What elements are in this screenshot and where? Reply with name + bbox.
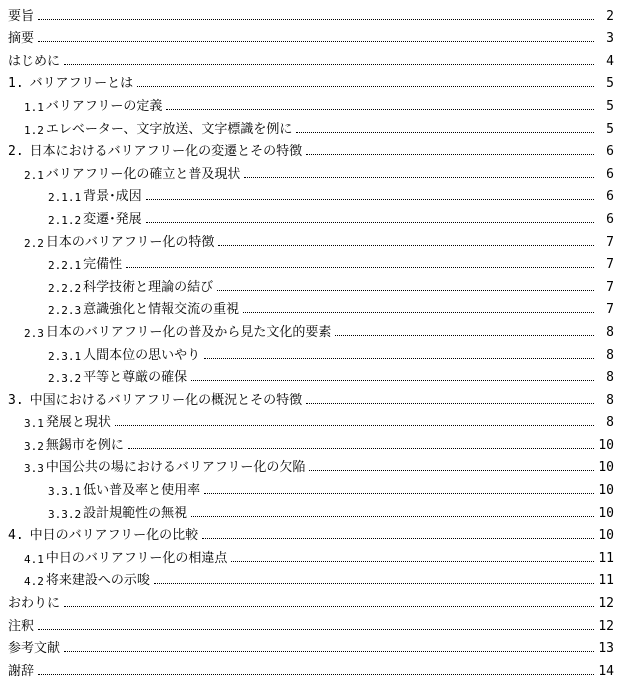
toc-entry[interactable]	[8, 452, 614, 475]
toc-entry-page-number: 7	[606, 279, 614, 295]
toc-entry-page-number: 7	[606, 234, 614, 250]
toc-entry-title: バリアフリーとは	[29, 76, 134, 92]
toc-entry[interactable]	[8, 158, 614, 181]
toc-entry-page-number: 10	[598, 505, 614, 521]
toc-entry-title: 設計規範性の無視	[83, 505, 188, 521]
dot-leader	[38, 41, 594, 42]
toc-entry[interactable]	[8, 249, 614, 272]
toc-entry-title: 摘要	[8, 31, 35, 47]
toc-entry-number: 2.2.2	[48, 281, 82, 295]
toc-entry[interactable]	[8, 384, 614, 407]
toc-entry-page-number: 5	[606, 121, 614, 137]
toc-entry-page-number: 6	[606, 211, 614, 227]
toc-entry-page-number: 8	[606, 370, 614, 386]
toc-entry[interactable]	[8, 0, 614, 23]
dot-leader	[218, 245, 594, 246]
toc-entry-page-number: 10	[598, 483, 614, 499]
toc-entry[interactable]	[8, 181, 614, 204]
toc-entry-title: 人間本位の思いやり	[83, 347, 201, 363]
dot-leader	[38, 674, 594, 675]
toc-entry[interactable]	[8, 497, 614, 520]
toc-entry-page-number: 2	[606, 8, 614, 24]
toc-entry-title: エレベーター、文字放送、文字標識を例に	[45, 121, 293, 137]
dot-leader	[146, 199, 594, 200]
dot-leader	[306, 403, 594, 404]
toc-entry[interactable]	[8, 316, 614, 339]
toc-entry-number: 2.1.2	[48, 213, 82, 227]
dot-leader	[243, 312, 594, 313]
dot-leader	[154, 583, 594, 584]
toc-entry-number: 3.	[8, 392, 24, 408]
toc-entry-title: 意識強化と情報交流の重視	[83, 302, 240, 318]
toc-entry-title: バリアフリー化の確立と普及現状	[45, 166, 241, 182]
toc-entry-number: 1.1	[24, 100, 44, 114]
toc-entry-title: 無錫市を例に	[45, 437, 124, 453]
dot-leader	[64, 64, 594, 65]
dot-leader	[64, 651, 594, 652]
toc-entry-page-number: 8	[606, 415, 614, 431]
toc-entry-title: 中国におけるバリアフリー化の概況とその特徴	[29, 392, 303, 408]
toc-entry-page-number: 14	[598, 663, 614, 679]
toc-entry-title: バリアフリーの定義	[45, 98, 163, 114]
toc-entry[interactable]	[8, 587, 614, 610]
dot-leader	[38, 19, 594, 20]
dot-leader	[191, 380, 594, 381]
toc-entry-title: 参考文献	[8, 641, 61, 657]
toc-entry-page-number: 12	[598, 618, 614, 634]
toc-entry-number: 2.3.2	[48, 372, 82, 386]
toc-entry-number: 2.1	[24, 168, 44, 182]
toc-entry-number: 3.1	[24, 417, 44, 431]
toc-entry[interactable]	[8, 633, 614, 656]
toc-entry[interactable]	[8, 136, 614, 159]
toc-entry[interactable]	[8, 226, 614, 249]
dot-leader	[296, 132, 594, 133]
toc-entry[interactable]	[8, 520, 614, 543]
dot-leader	[204, 358, 594, 359]
toc-entry-page-number: 8	[606, 392, 614, 408]
toc-entry-number: 1.	[8, 76, 24, 92]
toc-entry-title: 中日のバリアフリー化の比較	[29, 528, 199, 544]
toc-entry-title: 中日のバリアフリー化の相違点	[45, 550, 228, 566]
toc-entry-number: 2.2.1	[48, 259, 82, 273]
dot-leader	[38, 629, 594, 630]
toc-entry-number: 4.2	[24, 575, 44, 589]
toc-entry[interactable]	[8, 429, 614, 452]
toc-entry-number: 3.2	[24, 439, 44, 453]
toc-entry-page-number: 7	[606, 302, 614, 318]
toc-entry-page-number: 5	[606, 76, 614, 92]
toc-entry-page-number: 7	[606, 257, 614, 273]
toc-entry-page-number: 6	[606, 189, 614, 205]
dot-leader	[309, 470, 594, 471]
toc-entry-page-number: 8	[606, 347, 614, 363]
toc-entry-title: 日本のバリアフリー化の普及から見た文化的要素	[45, 324, 332, 340]
toc-entry-page-number: 6	[606, 166, 614, 182]
toc-entry-title: 日本のバリアフリー化の特徴	[45, 234, 215, 250]
toc-entry-number: 3.3.2	[48, 507, 82, 521]
toc-entry-number: 3.3	[24, 462, 44, 476]
toc-entry-title: おわりに	[8, 596, 61, 612]
toc-entry-title: 日本におけるバリアフリー化の変遷とその特徴	[29, 144, 303, 160]
toc-entry[interactable]	[8, 90, 614, 113]
toc-entry[interactable]	[8, 23, 614, 46]
toc-entry-number: 2.	[8, 144, 24, 160]
toc-entry[interactable]	[8, 362, 614, 385]
toc-entry-title: 完備性	[83, 257, 123, 273]
toc-entry[interactable]	[8, 68, 614, 91]
dot-leader	[244, 177, 594, 178]
dot-leader	[115, 425, 594, 426]
toc-entry-page-number: 10	[598, 437, 614, 453]
toc-entry-page-number: 10	[598, 460, 614, 476]
toc-entry[interactable]	[8, 294, 614, 317]
dot-leader	[231, 561, 594, 562]
toc-entry[interactable]	[8, 339, 614, 362]
dot-leader	[306, 154, 594, 155]
dot-leader	[202, 538, 594, 539]
dot-leader	[128, 448, 594, 449]
toc-entry-title: 科学技術と理論の結び	[83, 279, 214, 295]
toc-entry-number: 1.2	[24, 123, 44, 137]
dot-leader	[137, 86, 594, 87]
toc-entry-title: 謝辞	[8, 663, 35, 679]
toc-entry-title: 将来建設への示唆	[45, 573, 150, 589]
toc-entry-number: 2.1.1	[48, 191, 82, 205]
toc-entry-title: 背景･成因	[83, 189, 142, 205]
toc-entry[interactable]	[8, 407, 614, 430]
toc-entry-number: 2.3.1	[48, 349, 82, 363]
toc-entry[interactable]	[8, 474, 614, 497]
toc-entry[interactable]	[8, 565, 614, 588]
toc-entry-page-number: 11	[598, 550, 614, 566]
toc-entry-number: 2.2.3	[48, 304, 82, 318]
dot-leader	[166, 109, 594, 110]
toc-entry-title: 要旨	[8, 8, 35, 24]
dot-leader	[191, 516, 594, 517]
toc-entry-title: 平等と尊厳の確保	[83, 370, 188, 386]
toc-entry-page-number: 3	[606, 31, 614, 47]
toc-entry-title: 注釈	[8, 618, 35, 634]
dot-leader	[146, 222, 594, 223]
toc-entry-page-number: 8	[606, 324, 614, 340]
toc-entry[interactable]	[8, 45, 614, 68]
toc-entry-title: 低い普及率と使用率	[83, 483, 201, 499]
toc-entry-title: はじめに	[8, 53, 61, 69]
toc-entry[interactable]	[8, 655, 614, 678]
toc-entry-page-number: 5	[606, 98, 614, 114]
dot-leader	[217, 290, 594, 291]
dot-leader	[335, 335, 594, 336]
toc-entry-page-number: 12	[598, 596, 614, 612]
toc-entry-title: 中国公共の場におけるバリアフリー化の欠陥	[45, 460, 306, 476]
toc-entry-number: 3.3.1	[48, 485, 82, 499]
toc-entry-page-number: 11	[598, 573, 614, 589]
dot-leader	[204, 493, 594, 494]
toc-entry-page-number: 4	[606, 53, 614, 69]
toc-entry[interactable]	[8, 113, 614, 136]
dot-leader	[64, 606, 594, 607]
toc-entry-title: 変遷･発展	[83, 211, 142, 227]
toc-entry-page-number: 13	[598, 641, 614, 657]
toc-entry-number: 4.1	[24, 552, 44, 566]
toc-entry-page-number: 6	[606, 144, 614, 160]
toc-entry[interactable]	[8, 203, 614, 226]
toc-entry-number: 2.3	[24, 326, 44, 340]
toc-entry-page-number: 10	[598, 528, 614, 544]
toc-entry-title: 発展と現状	[45, 415, 111, 431]
toc-entry[interactable]	[8, 542, 614, 565]
toc-entry[interactable]	[8, 271, 614, 294]
toc-entry[interactable]	[8, 610, 614, 633]
dot-leader	[126, 267, 594, 268]
toc-entry-number: 2.2	[24, 236, 44, 250]
toc-entry-number: 4.	[8, 528, 24, 544]
